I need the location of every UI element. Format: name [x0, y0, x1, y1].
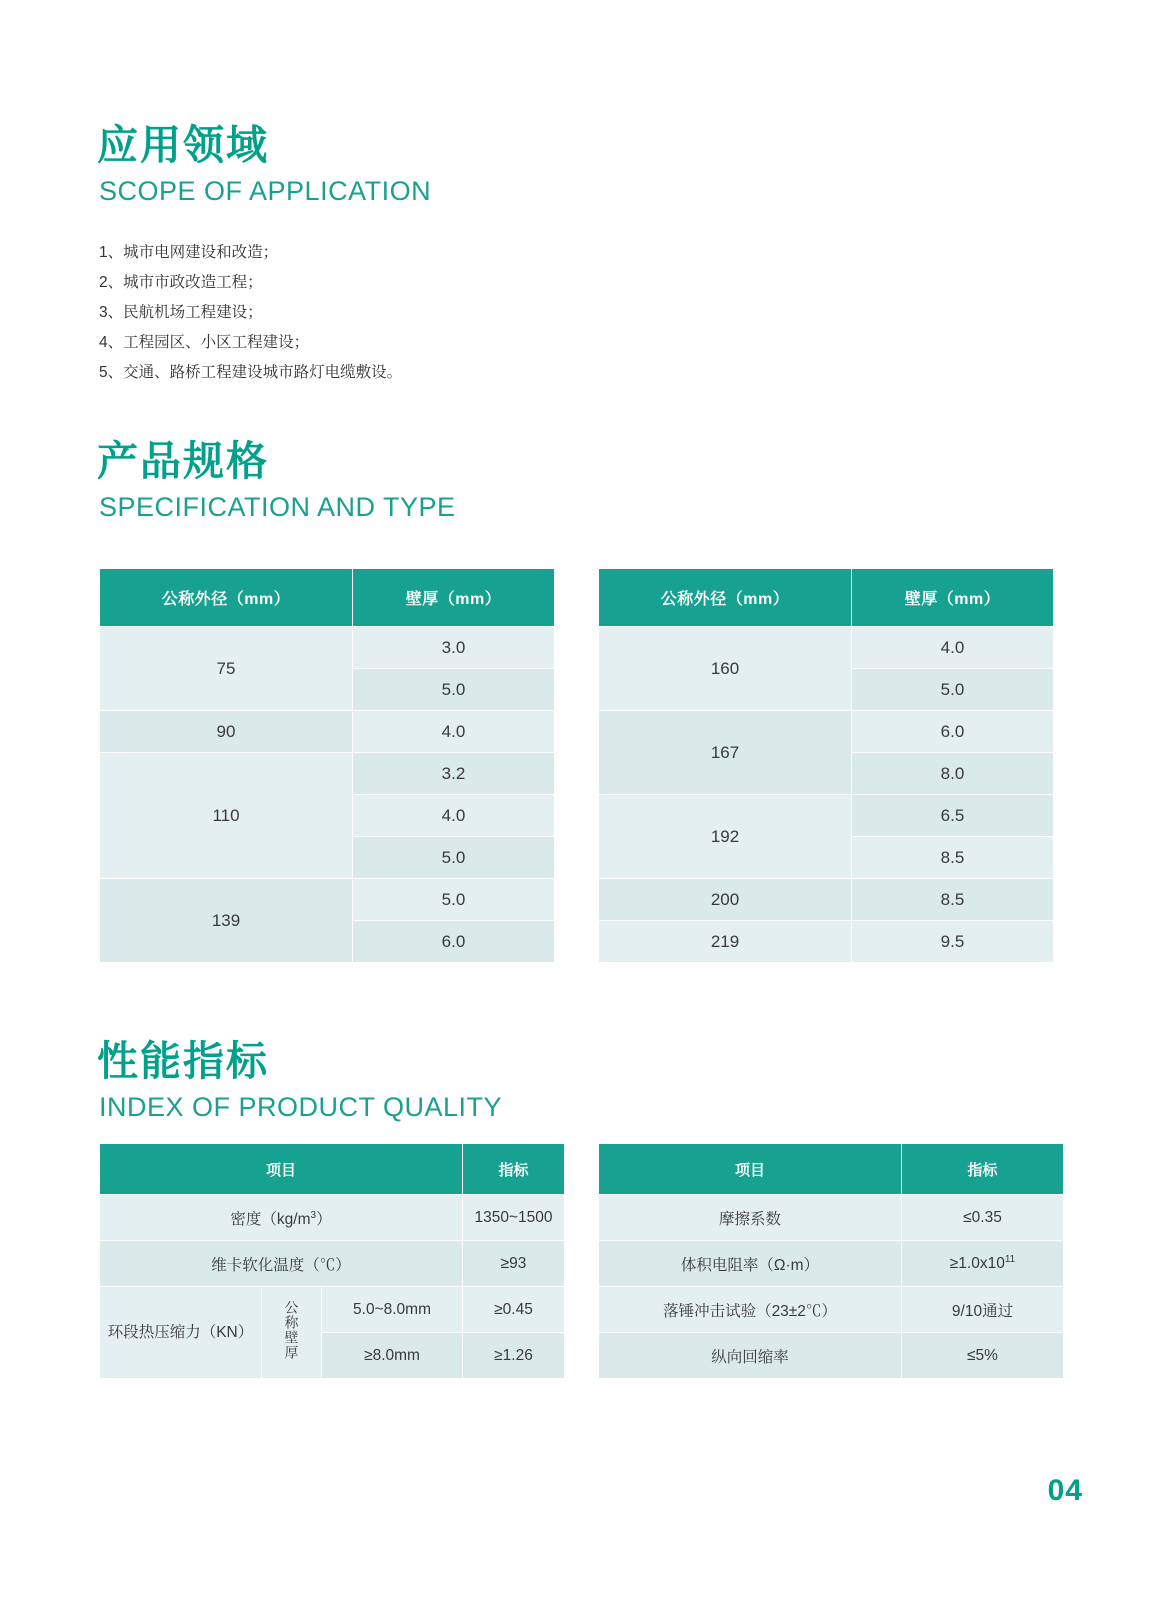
cell-thickness: 4.0	[353, 795, 555, 837]
scope-list	[99, 238, 402, 388]
quality-title-en: INDEX OF PRODUCT QUALITY	[99, 1092, 503, 1123]
list-item: 4、工程园区、小区工程建设；	[99, 334, 310, 351]
cell-diameter: 192	[599, 795, 852, 879]
table-header-row	[599, 569, 1054, 627]
cell-thickness: 5.0	[353, 669, 555, 711]
specification-table-left	[99, 568, 555, 963]
cell-thickness: 8.5	[852, 879, 1054, 921]
cell-thickness: 5.0	[353, 879, 555, 921]
cell-value-density: 1350~1500	[463, 1195, 565, 1241]
cell-diameter: 167	[599, 711, 852, 795]
cell-value-vicat: ≥93	[463, 1241, 565, 1287]
cell-subitem-value: ≥0.45	[463, 1287, 565, 1333]
cell-thickness: 6.0	[852, 711, 1054, 753]
cell-item-ring-compression: 环段热压缩力（KN）	[100, 1287, 262, 1379]
cell-thickness: 5.0	[852, 669, 1054, 711]
quality-table-left	[99, 1143, 565, 1379]
cell-thickness: 3.0	[353, 627, 555, 669]
cell-item-shrinkage: 纵向回缩率	[599, 1333, 902, 1379]
page-number: 04	[1047, 1474, 1083, 1507]
column-header-diameter: 公称外径（mm）	[100, 569, 353, 627]
cell-thickness: 5.0	[353, 837, 555, 879]
list-item: 3、民航机场工程建设；	[99, 304, 263, 321]
cell-diameter: 160	[599, 627, 852, 711]
list-item: 5、交通、路桥工程建设城市路灯电缆敷设。	[99, 364, 403, 381]
cell-item-density-sup: 3	[310, 1209, 317, 1221]
table-row	[100, 627, 555, 669]
table-row	[100, 1241, 565, 1287]
section-quality-heading	[97, 1038, 502, 1124]
table-row	[100, 711, 555, 753]
table-header-row	[599, 1144, 1064, 1195]
table-row	[599, 1195, 1064, 1241]
specification-title-en: SPECIFICATION AND TYPE	[99, 492, 456, 523]
cell-value-resistivity-sup: 11	[1004, 1253, 1016, 1265]
column-header-item: 项目	[100, 1144, 463, 1195]
cell-item-density-tail: ）	[316, 1210, 332, 1228]
table-header-row	[100, 569, 555, 627]
cell-value-resistivity-text: ≥1.0x10	[949, 1255, 1005, 1273]
section-scope-heading	[97, 122, 431, 208]
quality-table-right	[598, 1143, 1064, 1379]
cell-diameter: 200	[599, 879, 852, 921]
table-row	[599, 1287, 1064, 1333]
cell-diameter: 139	[100, 879, 353, 963]
quality-title-cn: 性能指标	[97, 1038, 269, 1084]
column-header-item: 项目	[599, 1144, 902, 1195]
cell-item-friction: 摩擦系数	[599, 1195, 902, 1241]
specification-title-cn: 产品规格	[97, 438, 269, 484]
cell-subitem-value: ≥1.26	[463, 1333, 565, 1379]
cell-thickness: 4.0	[852, 627, 1054, 669]
column-header-diameter: 公称外径（mm）	[599, 569, 852, 627]
cell-thickness: 6.5	[852, 795, 1054, 837]
cell-value-friction: ≤0.35	[902, 1195, 1064, 1241]
cell-item-nominal-wall	[262, 1287, 322, 1379]
table-header-row	[100, 1144, 565, 1195]
cell-thickness: 3.2	[353, 753, 555, 795]
table-row	[599, 921, 1054, 963]
table-row	[100, 1287, 565, 1333]
table-row	[599, 1241, 1064, 1287]
table-row	[599, 711, 1054, 753]
cell-diameter: 90	[100, 711, 353, 753]
cell-subitem-label: 5.0~8.0mm	[322, 1287, 463, 1333]
cell-diameter: 219	[599, 921, 852, 963]
cell-thickness: 8.0	[852, 753, 1054, 795]
cell-thickness: 6.0	[353, 921, 555, 963]
column-header-thickness: 壁厚（mm）	[852, 569, 1054, 627]
list-item: 2、城市市政改造工程；	[99, 274, 263, 291]
table-row	[599, 795, 1054, 837]
cell-thickness: 4.0	[353, 711, 555, 753]
column-header-value: 指标	[902, 1144, 1064, 1195]
specification-table-right	[598, 568, 1054, 963]
table-row	[599, 879, 1054, 921]
table-row	[100, 753, 555, 795]
list-item: 1、城市电网建设和改造；	[99, 244, 279, 261]
table-row	[599, 1333, 1064, 1379]
cell-item-nominal-wall-text: 公称壁厚	[283, 1300, 300, 1360]
table-row	[100, 1195, 565, 1241]
cell-value-resistivity	[902, 1241, 1064, 1287]
cell-item-impact: 落锤冲击试验（23±2℃）	[599, 1287, 902, 1333]
cell-value-shrinkage: ≤5%	[902, 1333, 1064, 1379]
cell-thickness: 8.5	[852, 837, 1054, 879]
table-row	[599, 627, 1054, 669]
cell-item-resistivity: 体积电阻率（Ω·m）	[599, 1241, 902, 1287]
scope-title-cn: 应用领域	[97, 122, 269, 168]
cell-subitem-label: ≥8.0mm	[322, 1333, 463, 1379]
cell-diameter: 110	[100, 753, 353, 879]
column-header-thickness: 壁厚（mm）	[353, 569, 555, 627]
cell-item-density-text: 密度（kg/m	[230, 1210, 311, 1228]
column-header-value: 指标	[463, 1144, 565, 1195]
cell-item-vicat: 维卡软化温度（℃）	[100, 1241, 463, 1287]
section-specification-heading	[97, 438, 456, 524]
cell-value-impact: 9/10通过	[902, 1287, 1064, 1333]
cell-item-density	[100, 1195, 463, 1241]
cell-thickness: 9.5	[852, 921, 1054, 963]
cell-diameter: 75	[100, 627, 353, 711]
table-row	[100, 879, 555, 921]
scope-title-en: SCOPE OF APPLICATION	[99, 176, 432, 207]
